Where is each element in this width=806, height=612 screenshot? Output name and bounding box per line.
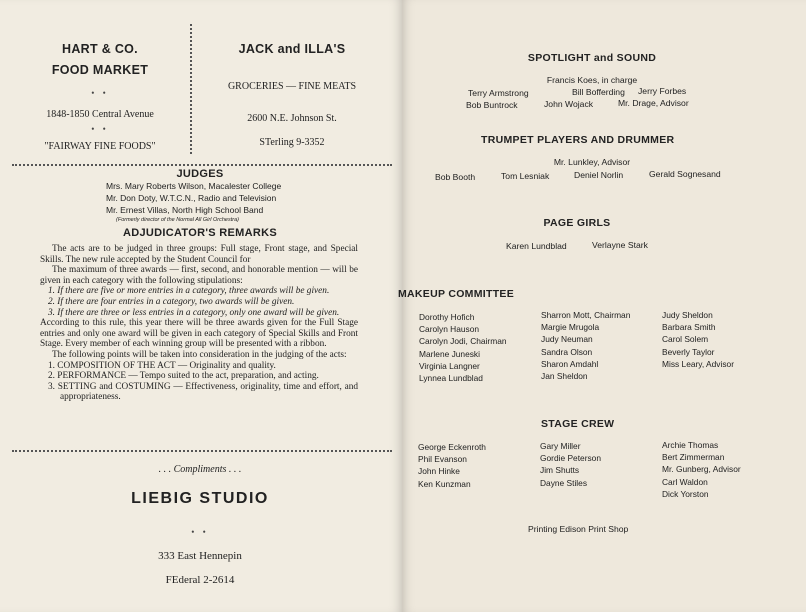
left-page [0, 0, 402, 612]
spotlight-name: Jerry Forbes [638, 86, 687, 96]
judge-1: Mrs. Mary Roberts Wilson, Macalester College [106, 181, 282, 191]
stage-crew-name: Dick Yorston [662, 488, 709, 499]
liebig-compliments: . . . Compliments . . . [158, 464, 242, 475]
makeup-name: Jan Sheldon [541, 371, 588, 382]
trumpet-advisor: Mr. Lunkley, Advisor [553, 157, 631, 167]
remarks-criterion-1: 1. COMPOSITION OF THE ACT — Originality and quality. [48, 360, 276, 371]
makeup-name: Sandra Olson [541, 346, 593, 357]
trumpet-heading: TRUMPET PLAYERS AND DRUMMER [481, 134, 675, 146]
trumpet-name: Tom Lesniak [501, 171, 550, 181]
makeup-name: Carol Solem [662, 334, 709, 345]
judge-3-note: (Formerly director of the Normal All Girl Orchestra) [116, 217, 239, 223]
stage-crew-name: Archie Thomas [662, 440, 719, 450]
remarks-body [40, 244, 358, 403]
remarks-p4: The following points will be taken into consideration in the judging of the acts: [52, 349, 347, 360]
makeup-name: Sharon Amdahl [541, 358, 599, 369]
stage-crew-col-1 [418, 441, 486, 490]
stage-crew-name: John Hinke [418, 466, 460, 477]
spotlight-name: Bob Buntrock [466, 100, 518, 110]
stage-crew-name: Jim Shutts [540, 465, 580, 476]
hart-ad-ornament-2: • • [91, 124, 109, 134]
makeup-name: Miss Leary, Advisor [662, 358, 734, 369]
stage-crew-name: Gordie Peterson [540, 453, 601, 464]
makeup-name: Carolyn Hauson [419, 324, 480, 335]
stage-crew-name: George Eckenroth [418, 442, 486, 452]
makeup-col-3 [662, 309, 734, 370]
trumpet-name: Gerald Sognesand [649, 169, 721, 179]
jack-ad-address: 2600 N.E. Johnson St. [247, 113, 337, 124]
hart-ad-ornament-1: • • [91, 88, 109, 98]
trumpet-name: Bob Booth [435, 172, 476, 182]
hart-ad-address: 1848-1850 Central Avenue [46, 109, 154, 120]
stage-crew-name: Phil Evanson [418, 454, 467, 465]
makeup-heading: MAKEUP COMMITTEE [398, 288, 515, 300]
makeup-name: Marlene Juneski [419, 348, 480, 359]
makeup-name: Judy Sheldon [662, 310, 713, 320]
judge-3: Mr. Ernest Villas, North High School Band [106, 205, 264, 215]
stage-crew-name: Carl Waldon [662, 476, 708, 487]
divider-bottom [12, 450, 392, 452]
makeup-name: Beverly Taylor [662, 346, 715, 357]
spotlight-heading: SPOTLIGHT and SOUND [527, 52, 657, 64]
remarks-heading: ADJUDICATOR'S REMARKS [123, 227, 277, 239]
remarks-criterion-2: 2. PERFORMANCE — Tempo suited to the act, preparation, and acting. [48, 371, 319, 382]
makeup-name: Margie Mrugola [541, 322, 600, 333]
makeup-col-2 [541, 309, 630, 382]
page-girls-heading: PAGE GIRLS [543, 217, 611, 229]
makeup-name: Virginia Langner [419, 360, 480, 371]
judge-2: Mr. Don Doty, W.T.C.N., Radio and Television [106, 193, 277, 203]
stage-crew-col-2 [540, 440, 601, 489]
remarks-criterion-3: 3. SETTING and COSTUMING — Effectiveness, originality, time and effort, and appropriateness. [48, 381, 358, 403]
makeup-name: Dorothy Hofich [419, 312, 475, 322]
remarks-p2: The maximum of three awards — first, second, and honorable mention — will be given in each category with the following stipulations: [40, 265, 358, 286]
stage-crew-name: Dayne Stiles [540, 477, 588, 488]
spotlight-advisor: Mr. Drage, Advisor [618, 98, 689, 108]
makeup-name: Barbara Smith [662, 322, 716, 333]
stage-crew-name: Gary Miller [540, 441, 581, 451]
liebig-address: 333 East Hennepin [158, 550, 242, 562]
spotlight-in-charge: Francis Koes, in charge [546, 75, 638, 85]
ad-divider-vertical [190, 24, 192, 154]
remarks-p3: According to this rule, this year there will be three awards given for the Full Stage entries and only one award will be given in each category of Special Skills and Front Stage. Every member of each winning group will be presented with a ribbon. [40, 318, 358, 350]
jack-ad-tagline: GROCERIES — FINE MEATS [227, 81, 357, 92]
stage-crew-col-3 [662, 439, 741, 500]
stage-crew-name: Mr. Gunberg, Advisor [662, 464, 741, 475]
makeup-col-1 [419, 311, 507, 384]
liebig-phone: FEderal 2-2614 [165, 574, 235, 586]
stage-crew-name: Bert Zimmerman [662, 452, 725, 463]
stage-crew-heading: STAGE CREW [541, 418, 615, 430]
makeup-name: Sharron Mott, Chairman [541, 310, 631, 320]
remarks-stipulation-2: 2. If there are four entries in a category, two awards will be given. [48, 296, 295, 307]
remarks-stipulation-3: 3. If there are three or less entries in a category, only one award will be given. [48, 307, 340, 318]
makeup-name: Judy Neuman [541, 334, 593, 345]
jack-ad-phone: STerling 9-3352 [259, 137, 325, 148]
divider-top [12, 164, 392, 166]
jack-ad-name: JACK and ILLA'S [238, 42, 346, 56]
makeup-name: Carolyn Jodi, Chairman [419, 336, 507, 347]
trumpet-name: Deniel Norlin [574, 170, 624, 180]
makeup-name: Lynnea Lundblad [419, 373, 483, 384]
hart-ad-name-1: HART & CO. [62, 42, 138, 56]
stage-crew-name: Ken Kunzman [418, 478, 471, 489]
printer-credit: Printing Edison Print Shop [528, 524, 629, 534]
spotlight-name: Bill Bofferding [572, 87, 625, 97]
liebig-name: LIEBIG STUDIO [131, 490, 269, 507]
hart-ad-slogan: "FAIRWAY FINE FOODS" [44, 141, 156, 152]
remarks-stipulation-1: 1. If there are five or more entries in a category, three awards will be given. [48, 286, 330, 297]
liebig-ornament: • • [191, 527, 209, 537]
spotlight-name: Terry Armstrong [468, 88, 529, 98]
page-girl-name: Karen Lundblad [506, 241, 567, 251]
judges-heading: JUDGES [176, 168, 224, 180]
remarks-p1: The acts are to be judged in three groups: Full stage, Front stage, and Special Skills. The new rule accepted by the Student Council for [40, 244, 358, 265]
spotlight-name: John Wojack [544, 99, 594, 109]
page-girl-name: Verlayne Stark [592, 240, 648, 250]
hart-ad-name-2: FOOD MARKET [51, 63, 149, 77]
right-page [398, 0, 806, 612]
